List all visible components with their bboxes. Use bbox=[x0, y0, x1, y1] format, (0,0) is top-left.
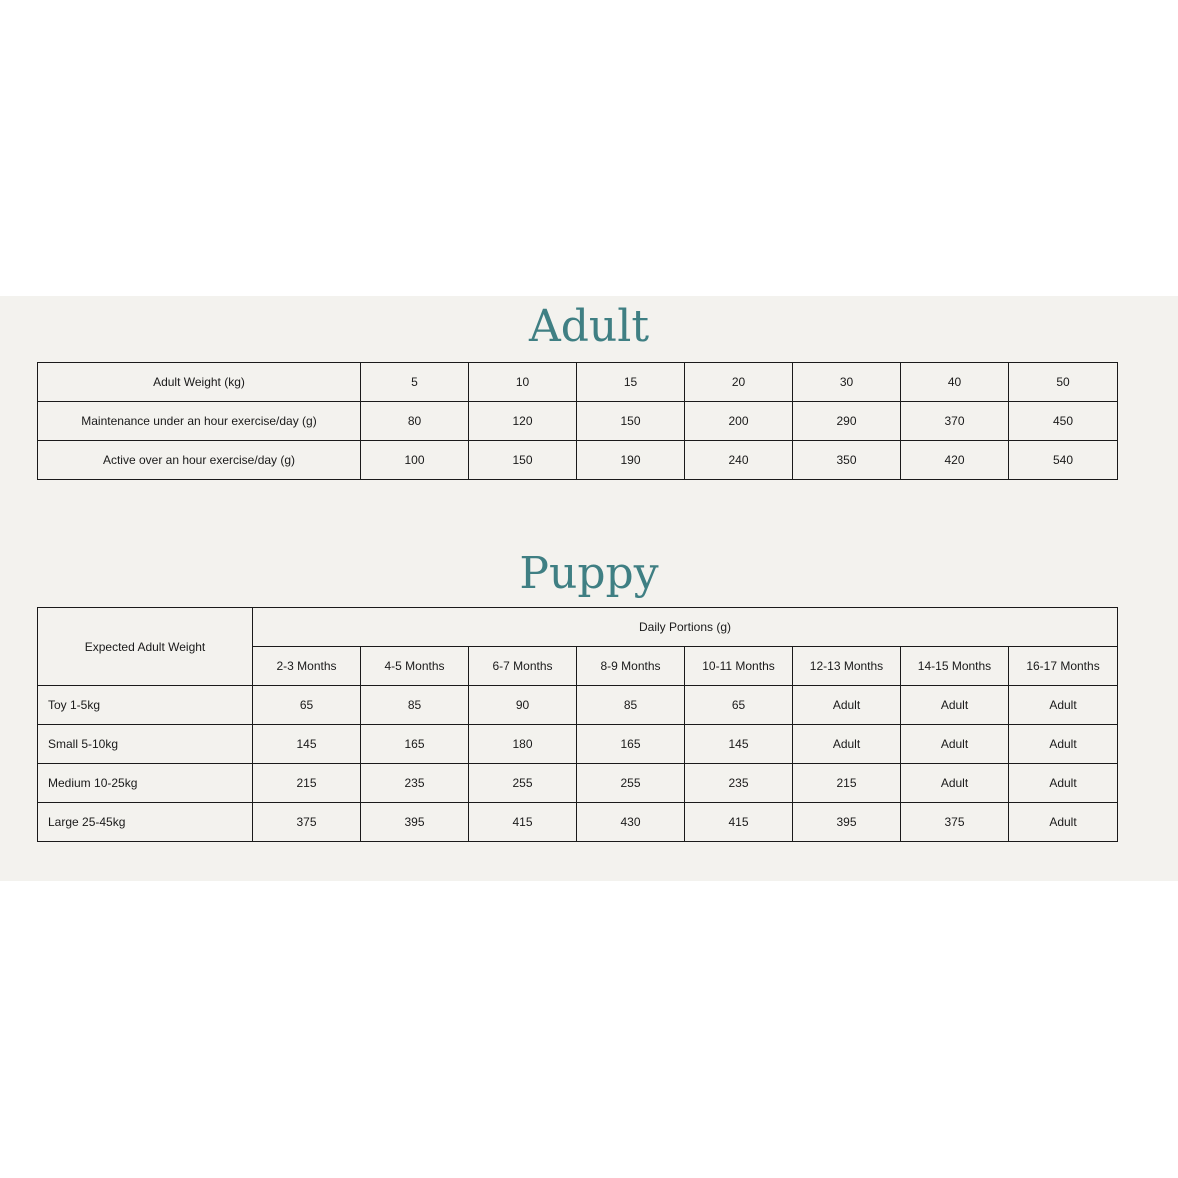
adult-table-row bbox=[38, 441, 1118, 480]
adult-cell: 120 bbox=[469, 402, 577, 441]
puppy-cell: 85 bbox=[577, 686, 685, 725]
puppy-cell: 375 bbox=[253, 803, 361, 842]
adult-cell: 200 bbox=[685, 402, 793, 441]
puppy-corner-label: Expected Adult Weight bbox=[38, 608, 253, 686]
puppy-row-label: Medium 10-25kg bbox=[38, 764, 253, 803]
puppy-cell: Adult bbox=[1009, 725, 1118, 764]
adult-table-row bbox=[38, 363, 1118, 402]
puppy-cell: 215 bbox=[793, 764, 901, 803]
adult-cell: 150 bbox=[469, 441, 577, 480]
adult-row-label: Active over an hour exercise/day (g) bbox=[38, 441, 361, 480]
adult-cell: 10 bbox=[469, 363, 577, 402]
puppy-cell: Adult bbox=[793, 725, 901, 764]
puppy-age-column-header: 12-13 Months bbox=[793, 647, 901, 686]
puppy-table-row bbox=[38, 725, 1118, 764]
adult-cell: 290 bbox=[793, 402, 901, 441]
puppy-cell: 430 bbox=[577, 803, 685, 842]
adult-cell: 450 bbox=[1009, 402, 1118, 441]
puppy-table-row bbox=[38, 686, 1118, 725]
puppy-header-row bbox=[38, 608, 1118, 647]
adult-cell: 15 bbox=[577, 363, 685, 402]
puppy-table-row bbox=[38, 764, 1118, 803]
puppy-cell: 395 bbox=[361, 803, 469, 842]
puppy-age-column-header: 6-7 Months bbox=[469, 647, 577, 686]
puppy-cell: 415 bbox=[469, 803, 577, 842]
puppy-cell: 375 bbox=[901, 803, 1009, 842]
adult-row-label: Adult Weight (kg) bbox=[38, 363, 361, 402]
puppy-row-label: Large 25-45kg bbox=[38, 803, 253, 842]
puppy-cell: 65 bbox=[253, 686, 361, 725]
adult-cell: 50 bbox=[1009, 363, 1118, 402]
adult-cell: 240 bbox=[685, 441, 793, 480]
puppy-age-column-header: 8-9 Months bbox=[577, 647, 685, 686]
puppy-cell: 415 bbox=[685, 803, 793, 842]
puppy-cell: 180 bbox=[469, 725, 577, 764]
adult-row-label: Maintenance under an hour exercise/day (g) bbox=[38, 402, 361, 441]
puppy-cell: 395 bbox=[793, 803, 901, 842]
puppy-cell: 90 bbox=[469, 686, 577, 725]
puppy-cell: 165 bbox=[361, 725, 469, 764]
puppy-cell: 145 bbox=[685, 725, 793, 764]
adult-cell: 350 bbox=[793, 441, 901, 480]
puppy-cell: Adult bbox=[901, 686, 1009, 725]
adult-cell: 190 bbox=[577, 441, 685, 480]
puppy-cell: Adult bbox=[1009, 764, 1118, 803]
puppy-cell: Adult bbox=[1009, 686, 1118, 725]
puppy-feeding-table bbox=[37, 607, 1118, 842]
puppy-cell: 235 bbox=[361, 764, 469, 803]
adult-cell: 80 bbox=[361, 402, 469, 441]
puppy-row-label: Small 5-10kg bbox=[38, 725, 253, 764]
puppy-cell: Adult bbox=[901, 764, 1009, 803]
puppy-age-column-header: 2-3 Months bbox=[253, 647, 361, 686]
puppy-cell: 65 bbox=[685, 686, 793, 725]
puppy-cell: 85 bbox=[361, 686, 469, 725]
adult-cell: 540 bbox=[1009, 441, 1118, 480]
puppy-cell: Adult bbox=[793, 686, 901, 725]
adult-feeding-table bbox=[37, 362, 1118, 480]
adult-cell: 5 bbox=[361, 363, 469, 402]
puppy-age-column-header: 4-5 Months bbox=[361, 647, 469, 686]
puppy-cell: 215 bbox=[253, 764, 361, 803]
puppy-cell: 255 bbox=[577, 764, 685, 803]
puppy-cell: 235 bbox=[685, 764, 793, 803]
daily-portions-header: Daily Portions (g) bbox=[253, 608, 1118, 647]
puppy-age-column-header: 10-11 Months bbox=[685, 647, 793, 686]
puppy-cell: 255 bbox=[469, 764, 577, 803]
adult-cell: 100 bbox=[361, 441, 469, 480]
puppy-table-row bbox=[38, 803, 1118, 842]
puppy-age-column-header: 14-15 Months bbox=[901, 647, 1009, 686]
adult-cell: 420 bbox=[901, 441, 1009, 480]
puppy-heading: Puppy bbox=[519, 548, 659, 599]
adult-cell: 20 bbox=[685, 363, 793, 402]
puppy-cell: 145 bbox=[253, 725, 361, 764]
adult-cell: 40 bbox=[901, 363, 1009, 402]
adult-cell: 30 bbox=[793, 363, 901, 402]
puppy-cell: Adult bbox=[1009, 803, 1118, 842]
adult-table-row bbox=[38, 402, 1118, 441]
adult-cell: 150 bbox=[577, 402, 685, 441]
puppy-age-column-header: 16-17 Months bbox=[1009, 647, 1118, 686]
puppy-cell: Adult bbox=[901, 725, 1009, 764]
adult-cell: 370 bbox=[901, 402, 1009, 441]
puppy-cell: 165 bbox=[577, 725, 685, 764]
adult-heading: Adult bbox=[528, 301, 650, 352]
puppy-row-label: Toy 1-5kg bbox=[38, 686, 253, 725]
